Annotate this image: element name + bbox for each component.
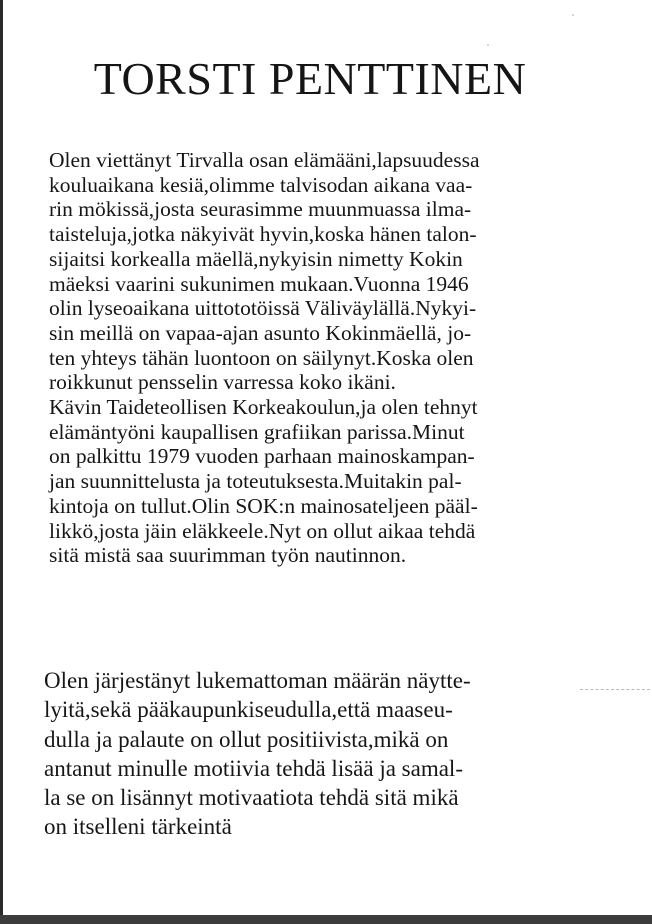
text-line: jan suunnittelusta ja toteutuksesta.Muitakin pal-	[49, 469, 462, 494]
scan-bottom-edge	[0, 915, 652, 924]
text-line: sijaitsi korkealla mäellä,nykyisin nimetty Kokin	[49, 246, 463, 271]
text-line: Kävin Taideteollisen Korkeakoulun,ja olen tehnyt	[49, 395, 478, 420]
text-line: Olen järjestänyt lukemattoman määrän näytte-	[44, 668, 471, 693]
paragraph-exhibitions	[44, 666, 614, 842]
text-line: sitä mistä saa suurimman työn nautinnon.	[49, 543, 407, 568]
text-line: likkö,josta jäin eläkkeele.Nyt on ollut aikaa tehdä	[49, 518, 476, 543]
text-line: lyitä,sekä pääkaupunkiseudulla,että maaseu-	[44, 697, 453, 723]
text-line: la se on lisännyt motivaatiota tehdä sitä mikä	[44, 785, 459, 811]
scan-speck	[487, 44, 489, 46]
page-title: TORSTI PENTTINEN	[93, 53, 527, 104]
text-line: kouluaikana kesiä,olimme talvisodan aikana vaa-	[49, 172, 473, 197]
text-line: antanut minulle motiivia tehdä lisää ja samal-	[44, 755, 463, 781]
text-line: taisteluja,jotka näkyivät hyvin,koska hänen talon-	[49, 222, 477, 247]
text-line: dulla ja palaute on ollut positiivista,mikä on	[44, 726, 449, 752]
text-line: mäeksi vaarini sukunimen mukaan.Vuonna 1946	[49, 271, 469, 296]
text-line: rin mökissä,josta seurasimme muunmuassa ilma-	[49, 197, 472, 222]
text-line: elämäntyöni kaupallisen grafiikan parissa.Minut	[49, 419, 465, 444]
text-line: ten yhteys tähän luontoon on säilynyt.Koska olen	[49, 345, 474, 370]
text-line: on itselleni tärkeintä	[44, 814, 232, 840]
scan-left-edge	[0, 0, 3, 918]
scan-speck	[572, 14, 574, 16]
text-line: roikkunut pensselin varressa koko ikäni.	[49, 370, 396, 395]
text-line: Olen viettänyt Tirvalla osan elämääni,lapsuudessa	[49, 148, 480, 172]
text-line: sin meillä on vapaa-ajan asunto Kokinmäellä, jo-	[49, 320, 472, 345]
text-line: on palkittu 1979 vuoden parhaan mainoskampan-	[49, 444, 475, 469]
paragraph-biography	[49, 148, 609, 568]
text-line: kintoja on tullut.Olin SOK:n mainosateljeen pääl-	[49, 493, 478, 518]
text-line: olin lyseoaikana uittototöissä Väliväylällä.Nykyi-	[49, 296, 477, 321]
